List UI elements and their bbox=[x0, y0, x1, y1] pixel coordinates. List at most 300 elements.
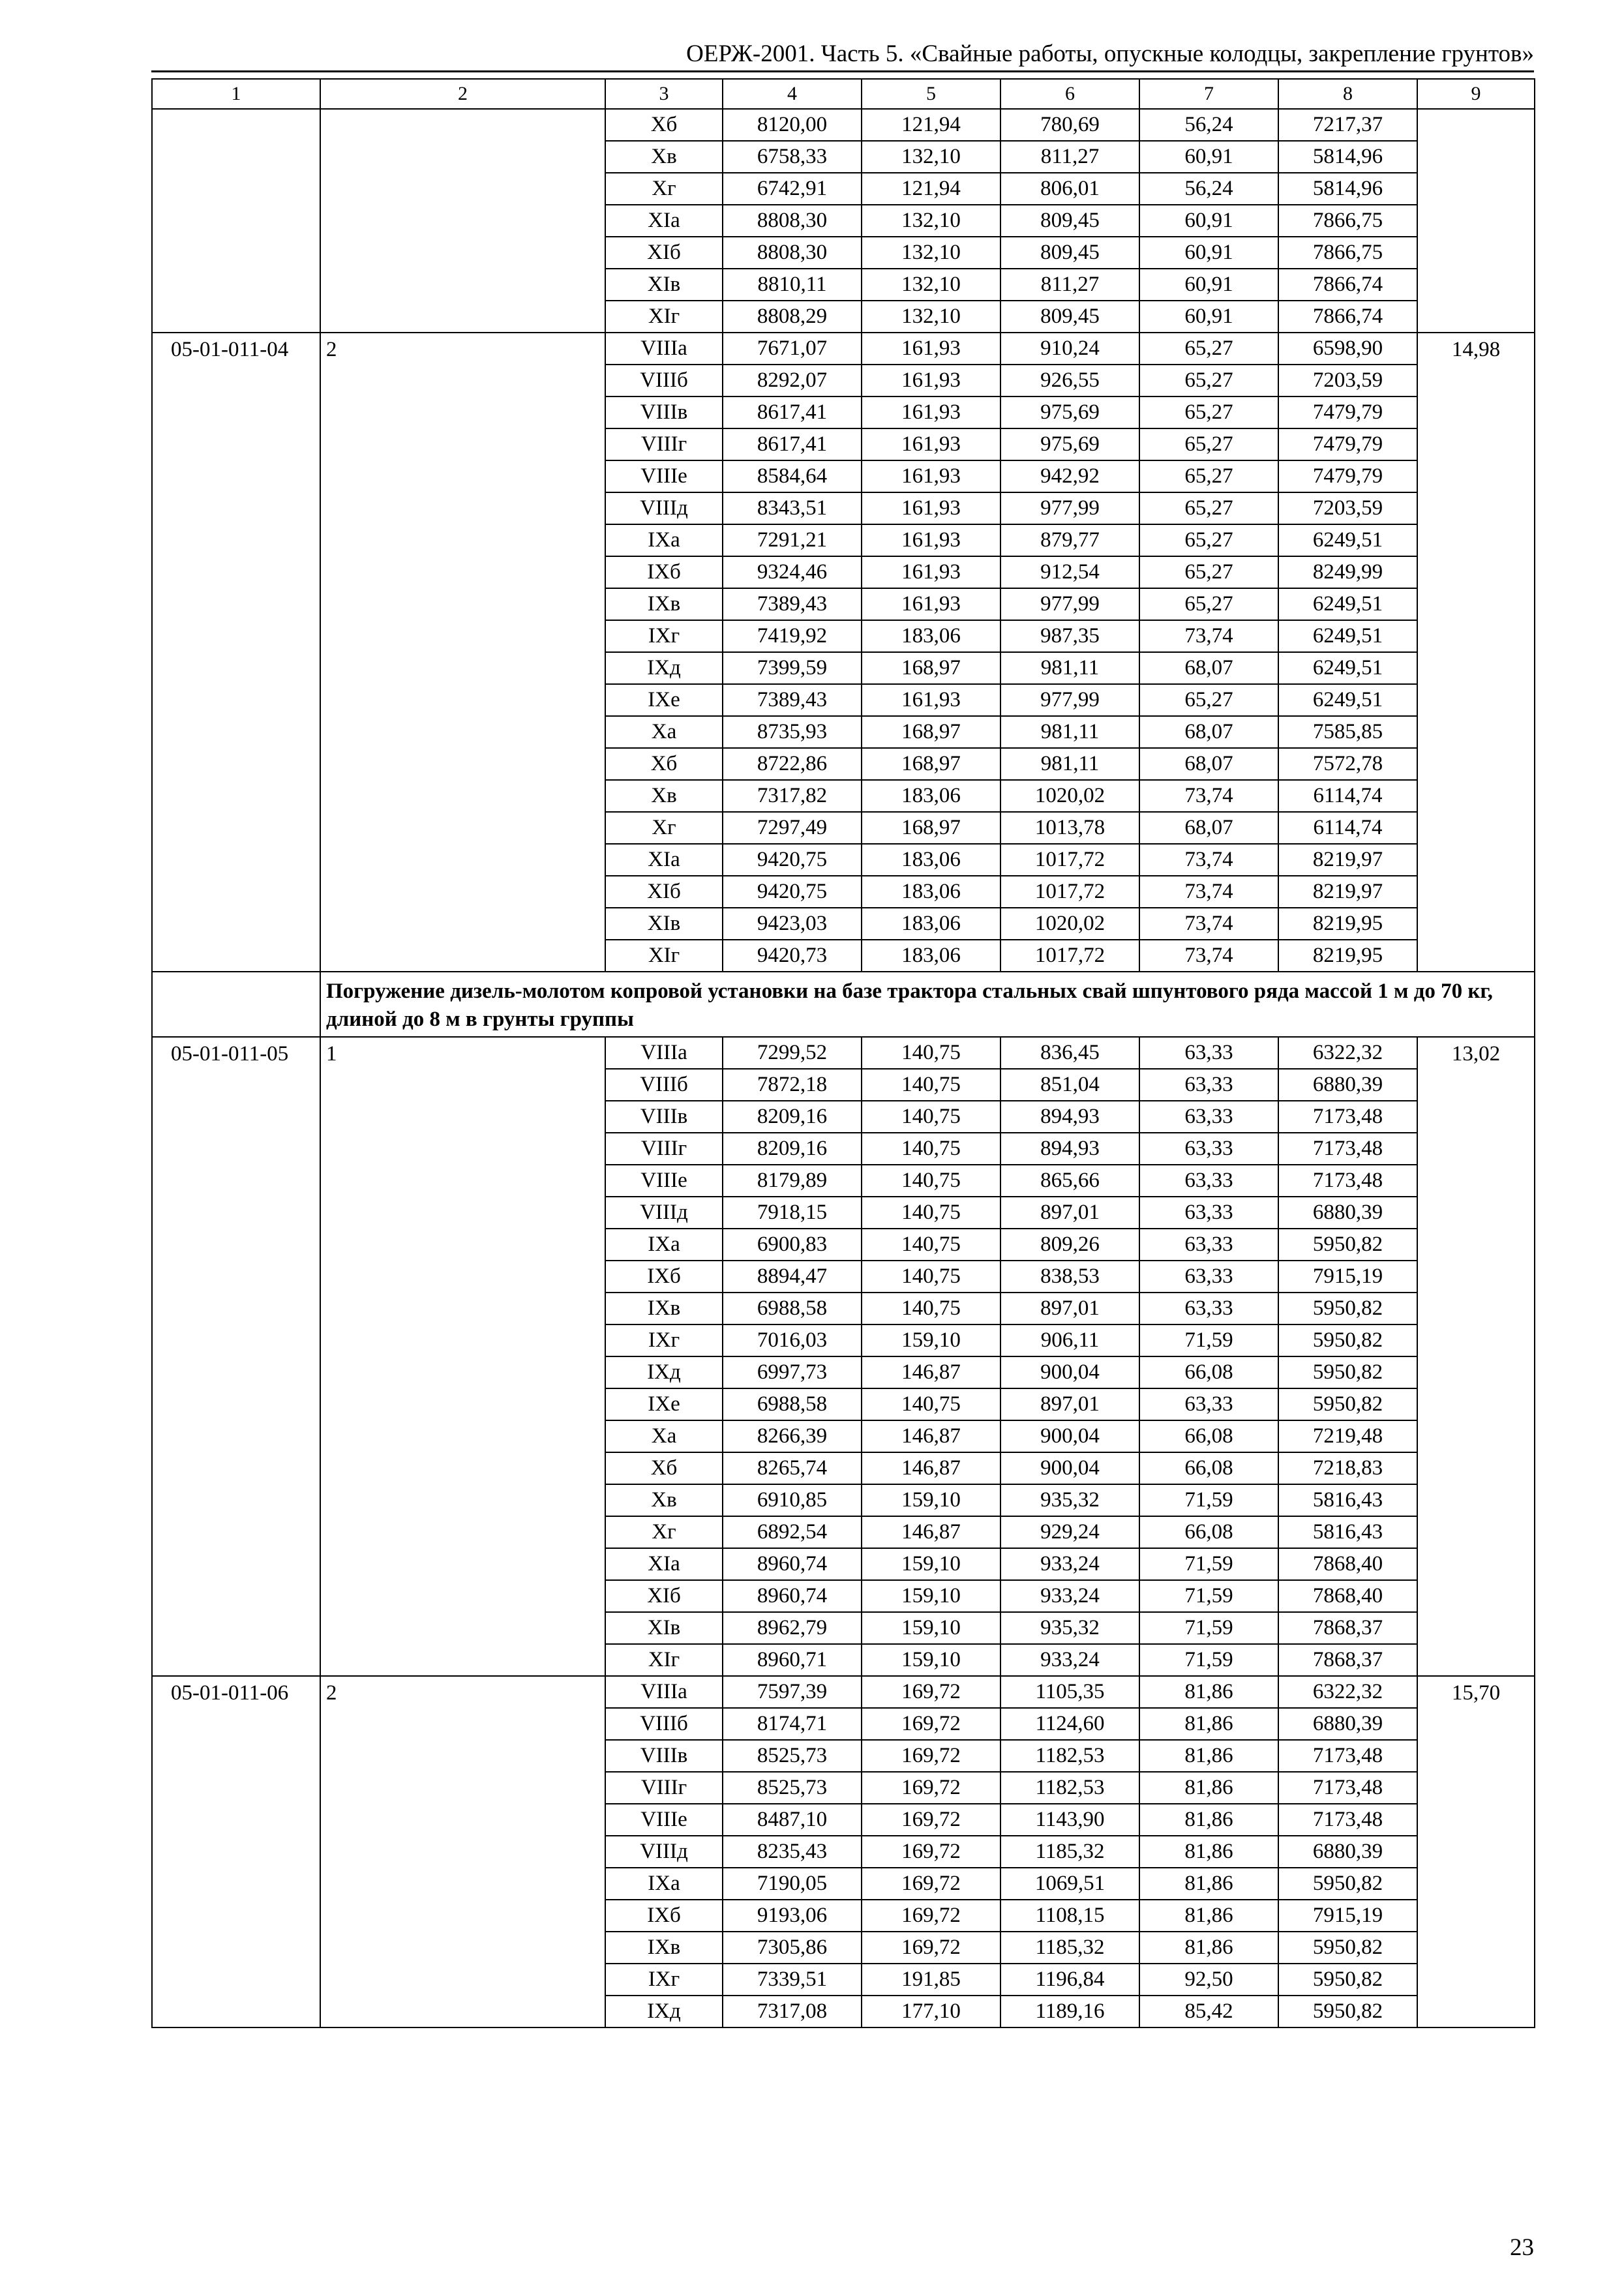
table-cell: 81,86 bbox=[1139, 1868, 1278, 1900]
table-cell: 81,86 bbox=[1139, 1836, 1278, 1868]
table-cell: 6910,85 bbox=[723, 1484, 862, 1516]
rate-code bbox=[152, 109, 320, 333]
table-cell: 65,27 bbox=[1139, 460, 1278, 492]
table-cell: 7915,19 bbox=[1278, 1900, 1417, 1932]
work-class: 2 bbox=[320, 1676, 605, 2027]
table-cell: 140,75 bbox=[862, 1165, 1000, 1197]
table-cell: 7173,48 bbox=[1278, 1804, 1417, 1836]
table-cell: 1182,53 bbox=[1000, 1772, 1139, 1804]
table-cell: 6880,39 bbox=[1278, 1708, 1417, 1740]
table-cell: 5950,82 bbox=[1278, 1868, 1417, 1900]
table-cell: 8617,41 bbox=[723, 396, 862, 428]
table-cell: 8810,11 bbox=[723, 269, 862, 301]
table-cell: 169,72 bbox=[862, 1772, 1000, 1804]
table-cell: 929,24 bbox=[1000, 1516, 1139, 1548]
table-cell: 121,94 bbox=[862, 173, 1000, 205]
column-number: 4 bbox=[723, 79, 862, 109]
table-cell: 159,10 bbox=[862, 1612, 1000, 1644]
table-cell: 71,59 bbox=[1139, 1644, 1278, 1676]
table-cell: 7291,21 bbox=[723, 524, 862, 556]
table-cell: 159,10 bbox=[862, 1580, 1000, 1612]
table-cell: 168,97 bbox=[862, 716, 1000, 748]
table-cell: 897,01 bbox=[1000, 1388, 1139, 1420]
table-cell: 73,74 bbox=[1139, 620, 1278, 652]
table-cell: XIа bbox=[605, 1548, 723, 1580]
table-cell: 5950,82 bbox=[1278, 1324, 1417, 1356]
table-cell: 73,74 bbox=[1139, 940, 1278, 972]
table-cell: 809,45 bbox=[1000, 205, 1139, 237]
table-cell: 146,87 bbox=[862, 1452, 1000, 1484]
table-cell: 66,08 bbox=[1139, 1452, 1278, 1484]
table-cell: 7218,83 bbox=[1278, 1452, 1417, 1484]
table-cell: VIIIг bbox=[605, 1772, 723, 1804]
table-cell: VIIIд bbox=[605, 1836, 723, 1868]
table-cell: 7479,79 bbox=[1278, 428, 1417, 460]
table-cell: IXг bbox=[605, 620, 723, 652]
section-title-row bbox=[152, 972, 1535, 1037]
table-cell: 933,24 bbox=[1000, 1580, 1139, 1612]
table-cell: VIIIб bbox=[605, 365, 723, 396]
table-cell: 5950,82 bbox=[1278, 1932, 1417, 1964]
table-cell: 8525,73 bbox=[723, 1772, 862, 1804]
table-cell: 5814,96 bbox=[1278, 141, 1417, 173]
rate-col9: 13,02 bbox=[1417, 1037, 1535, 1676]
table-cell: 65,27 bbox=[1139, 492, 1278, 524]
table-cell: 809,26 bbox=[1000, 1229, 1139, 1261]
table-cell: 161,93 bbox=[862, 365, 1000, 396]
page-header bbox=[151, 38, 1534, 72]
table-cell: 68,07 bbox=[1139, 812, 1278, 844]
table-cell: 161,93 bbox=[862, 396, 1000, 428]
table-cell: 65,27 bbox=[1139, 365, 1278, 396]
column-number: 9 bbox=[1417, 79, 1535, 109]
table-cell: 7872,18 bbox=[723, 1069, 862, 1101]
table-cell: 140,75 bbox=[862, 1197, 1000, 1229]
table-cell: 63,33 bbox=[1139, 1101, 1278, 1133]
header-title: ОЕРЖ-2001. Часть 5. «Свайные работы, опускные колодцы, закрепление грунтов» bbox=[686, 40, 1534, 67]
table-cell: 900,04 bbox=[1000, 1452, 1139, 1484]
table-cell: 8525,73 bbox=[723, 1740, 862, 1772]
table-cell: 132,10 bbox=[862, 141, 1000, 173]
table-cell: 8722,86 bbox=[723, 748, 862, 780]
table-cell: 811,27 bbox=[1000, 269, 1139, 301]
table-cell: 6598,90 bbox=[1278, 333, 1417, 365]
table-cell: 5950,82 bbox=[1278, 1356, 1417, 1388]
table-cell: 6997,73 bbox=[723, 1356, 862, 1388]
table-cell: IXб bbox=[605, 556, 723, 588]
table-cell: XIв bbox=[605, 1612, 723, 1644]
table-cell: 140,75 bbox=[862, 1293, 1000, 1324]
table-cell: 140,75 bbox=[862, 1101, 1000, 1133]
table-cell: 159,10 bbox=[862, 1644, 1000, 1676]
table-cell: 85,42 bbox=[1139, 1996, 1278, 2027]
rate-code: 05-01-011-06 bbox=[152, 1676, 320, 2027]
table-cell: 6249,51 bbox=[1278, 620, 1417, 652]
table-cell: 1017,72 bbox=[1000, 940, 1139, 972]
table-cell: 146,87 bbox=[862, 1420, 1000, 1452]
table-cell: 879,77 bbox=[1000, 524, 1139, 556]
table-cell: 7866,74 bbox=[1278, 269, 1417, 301]
table-cell: 169,72 bbox=[862, 1804, 1000, 1836]
table-cell: 981,11 bbox=[1000, 716, 1139, 748]
table-cell: 65,27 bbox=[1139, 333, 1278, 365]
table-cell: 81,86 bbox=[1139, 1900, 1278, 1932]
table-cell: 780,69 bbox=[1000, 109, 1139, 141]
table-cell: VIIIа bbox=[605, 333, 723, 365]
table-cell: 1013,78 bbox=[1000, 812, 1139, 844]
table-cell: VIIIа bbox=[605, 1037, 723, 1069]
table-cell: 7866,75 bbox=[1278, 237, 1417, 269]
table-cell: IXа bbox=[605, 524, 723, 556]
table-cell: 8960,71 bbox=[723, 1644, 862, 1676]
table-cell: 81,86 bbox=[1139, 1772, 1278, 1804]
column-number: 5 bbox=[862, 79, 1000, 109]
table-cell: IXб bbox=[605, 1261, 723, 1293]
table-cell: 1108,15 bbox=[1000, 1900, 1139, 1932]
table-cell: 9324,46 bbox=[723, 556, 862, 588]
table-cell: 8894,47 bbox=[723, 1261, 862, 1293]
table-cell: 7479,79 bbox=[1278, 460, 1417, 492]
table-cell: 906,11 bbox=[1000, 1324, 1139, 1356]
table-cell: VIIIб bbox=[605, 1069, 723, 1101]
table-cell: 1020,02 bbox=[1000, 908, 1139, 940]
table-cell: 7389,43 bbox=[723, 588, 862, 620]
table-cell: 6114,74 bbox=[1278, 812, 1417, 844]
column-number: 3 bbox=[605, 79, 723, 109]
table-cell: VIIIг bbox=[605, 1133, 723, 1165]
table-cell: 81,86 bbox=[1139, 1676, 1278, 1708]
table-cell: IXе bbox=[605, 684, 723, 716]
table-cell: 6758,33 bbox=[723, 141, 862, 173]
column-number-row bbox=[152, 79, 1535, 109]
table-cell: 935,32 bbox=[1000, 1484, 1139, 1516]
table-cell: 7918,15 bbox=[723, 1197, 862, 1229]
table-cell: 63,33 bbox=[1139, 1261, 1278, 1293]
table-cell: 9420,75 bbox=[723, 876, 862, 908]
table-cell: 8487,10 bbox=[723, 1804, 862, 1836]
work-class bbox=[320, 109, 605, 333]
table-cell: IXа bbox=[605, 1229, 723, 1261]
table-cell: VIIIв bbox=[605, 396, 723, 428]
table-cell: 65,27 bbox=[1139, 684, 1278, 716]
table-cell: 6900,83 bbox=[723, 1229, 862, 1261]
table-cell: 140,75 bbox=[862, 1133, 1000, 1165]
table-cell: 169,72 bbox=[862, 1836, 1000, 1868]
table-row bbox=[152, 1037, 1535, 1069]
table-cell: 6114,74 bbox=[1278, 780, 1417, 812]
table-cell: 7479,79 bbox=[1278, 396, 1417, 428]
table-cell: 161,93 bbox=[862, 333, 1000, 365]
table-cell: Xг bbox=[605, 173, 723, 205]
table-cell: 66,08 bbox=[1139, 1516, 1278, 1548]
table-cell: 71,59 bbox=[1139, 1484, 1278, 1516]
table-cell: XIа bbox=[605, 844, 723, 876]
table-cell: 8584,64 bbox=[723, 460, 862, 492]
table-cell: 7399,59 bbox=[723, 652, 862, 684]
table-cell: 60,91 bbox=[1139, 205, 1278, 237]
table-cell: 809,45 bbox=[1000, 237, 1139, 269]
table-cell: 161,93 bbox=[862, 460, 1000, 492]
rate-col9: 14,98 bbox=[1417, 333, 1535, 972]
table-row bbox=[152, 333, 1535, 365]
table-cell: 169,72 bbox=[862, 1708, 1000, 1740]
table-cell: 897,01 bbox=[1000, 1197, 1139, 1229]
table-cell: 183,06 bbox=[862, 620, 1000, 652]
table-cell: Xг bbox=[605, 1516, 723, 1548]
table-cell: 68,07 bbox=[1139, 748, 1278, 780]
table-cell: 161,93 bbox=[862, 428, 1000, 460]
table-cell: 1185,32 bbox=[1000, 1836, 1139, 1868]
table-cell: 161,93 bbox=[862, 556, 1000, 588]
table-cell: VIIIе bbox=[605, 460, 723, 492]
table-cell: 1069,51 bbox=[1000, 1868, 1139, 1900]
table-cell: 7173,48 bbox=[1278, 1772, 1417, 1804]
table-cell: 9423,03 bbox=[723, 908, 862, 940]
table-row bbox=[152, 1676, 1535, 1708]
table-cell: 183,06 bbox=[862, 940, 1000, 972]
table-cell: 56,24 bbox=[1139, 109, 1278, 141]
table-cell: 7868,37 bbox=[1278, 1644, 1417, 1676]
table-cell: VIIIе bbox=[605, 1804, 723, 1836]
table-cell: 68,07 bbox=[1139, 652, 1278, 684]
column-number: 2 bbox=[320, 79, 605, 109]
table-cell: 73,74 bbox=[1139, 876, 1278, 908]
table-cell: 5950,82 bbox=[1278, 1996, 1417, 2027]
table-cell: IXв bbox=[605, 1932, 723, 1964]
table-cell: 169,72 bbox=[862, 1900, 1000, 1932]
table-cell: 9193,06 bbox=[723, 1900, 862, 1932]
table-cell: 975,69 bbox=[1000, 428, 1139, 460]
table-cell: 183,06 bbox=[862, 844, 1000, 876]
table-cell: 6249,51 bbox=[1278, 684, 1417, 716]
table-cell: 7297,49 bbox=[723, 812, 862, 844]
table-cell: 6322,32 bbox=[1278, 1676, 1417, 1708]
table-row bbox=[152, 109, 1535, 141]
table-cell: 65,27 bbox=[1139, 428, 1278, 460]
table-cell: 63,33 bbox=[1139, 1229, 1278, 1261]
table-cell: 140,75 bbox=[862, 1261, 1000, 1293]
table-cell: 7585,85 bbox=[1278, 716, 1417, 748]
table-cell: 9420,75 bbox=[723, 844, 862, 876]
table-cell: 6892,54 bbox=[723, 1516, 862, 1548]
table-cell: VIIIа bbox=[605, 1676, 723, 1708]
table-cell: 8174,71 bbox=[723, 1708, 862, 1740]
table-cell: 7016,03 bbox=[723, 1324, 862, 1356]
table-cell: 159,10 bbox=[862, 1548, 1000, 1580]
table-cell: 7868,37 bbox=[1278, 1612, 1417, 1644]
table-cell: 8219,95 bbox=[1278, 940, 1417, 972]
table-cell: 8249,99 bbox=[1278, 556, 1417, 588]
table-cell: VIIIе bbox=[605, 1165, 723, 1197]
table-cell: IXд bbox=[605, 1356, 723, 1388]
column-number: 7 bbox=[1139, 79, 1278, 109]
table-cell: 5950,82 bbox=[1278, 1964, 1417, 1996]
table-cell: 8209,16 bbox=[723, 1101, 862, 1133]
table-cell: 73,74 bbox=[1139, 908, 1278, 940]
table-cell: 7868,40 bbox=[1278, 1580, 1417, 1612]
table-cell: 132,10 bbox=[862, 237, 1000, 269]
table-cell: IXг bbox=[605, 1964, 723, 1996]
table-cell: 806,01 bbox=[1000, 173, 1139, 205]
table-cell: 60,91 bbox=[1139, 237, 1278, 269]
table-cell: VIIIб bbox=[605, 1708, 723, 1740]
rate-code: 05-01-011-04 bbox=[152, 333, 320, 972]
table-cell: Xа bbox=[605, 1420, 723, 1452]
table-cell: 7173,48 bbox=[1278, 1133, 1417, 1165]
table-cell: IXа bbox=[605, 1868, 723, 1900]
table-cell: 159,10 bbox=[862, 1484, 1000, 1516]
rates-table-body bbox=[152, 79, 1535, 2027]
table-cell: 81,86 bbox=[1139, 1740, 1278, 1772]
table-cell: 161,93 bbox=[862, 684, 1000, 716]
table-cell: 65,27 bbox=[1139, 396, 1278, 428]
table-cell: 63,33 bbox=[1139, 1293, 1278, 1324]
table-cell: IXв bbox=[605, 588, 723, 620]
table-cell: 8617,41 bbox=[723, 428, 862, 460]
table-cell: 5950,82 bbox=[1278, 1293, 1417, 1324]
table-cell: 68,07 bbox=[1139, 716, 1278, 748]
column-number: 8 bbox=[1278, 79, 1417, 109]
table-cell: 1143,90 bbox=[1000, 1804, 1139, 1836]
table-cell: 7173,48 bbox=[1278, 1740, 1417, 1772]
table-cell: 8343,51 bbox=[723, 492, 862, 524]
table-cell: Xб bbox=[605, 748, 723, 780]
table-cell: VIIIг bbox=[605, 428, 723, 460]
table-cell: 7866,75 bbox=[1278, 205, 1417, 237]
table-cell: 1105,35 bbox=[1000, 1676, 1139, 1708]
column-number: 6 bbox=[1000, 79, 1139, 109]
table-cell: IXб bbox=[605, 1900, 723, 1932]
table-cell: 7389,43 bbox=[723, 684, 862, 716]
section-title-blank bbox=[152, 972, 320, 1037]
table-cell: 8960,74 bbox=[723, 1548, 862, 1580]
table-cell: 8292,07 bbox=[723, 365, 862, 396]
table-cell: 981,11 bbox=[1000, 652, 1139, 684]
table-cell: IXд bbox=[605, 652, 723, 684]
table-cell: 977,99 bbox=[1000, 684, 1139, 716]
table-cell: 5816,43 bbox=[1278, 1516, 1417, 1548]
work-class: 1 bbox=[320, 1037, 605, 1676]
table-cell: 1020,02 bbox=[1000, 780, 1139, 812]
table-cell: IXг bbox=[605, 1324, 723, 1356]
table-cell: 933,24 bbox=[1000, 1548, 1139, 1580]
table-cell: 1017,72 bbox=[1000, 876, 1139, 908]
table-cell: 838,53 bbox=[1000, 1261, 1139, 1293]
table-cell: 851,04 bbox=[1000, 1069, 1139, 1101]
table-cell: 6249,51 bbox=[1278, 524, 1417, 556]
table-cell: 60,91 bbox=[1139, 301, 1278, 333]
table-cell: 63,33 bbox=[1139, 1197, 1278, 1229]
table-cell: 900,04 bbox=[1000, 1420, 1139, 1452]
table-cell: XIг bbox=[605, 301, 723, 333]
table-cell: Xв bbox=[605, 141, 723, 173]
table-cell: 8179,89 bbox=[723, 1165, 862, 1197]
table-cell: 169,72 bbox=[862, 1676, 1000, 1708]
table-cell: 7299,52 bbox=[723, 1037, 862, 1069]
table-cell: 987,35 bbox=[1000, 620, 1139, 652]
table-cell: 63,33 bbox=[1139, 1037, 1278, 1069]
table-cell: 7317,08 bbox=[723, 1996, 862, 2027]
table-cell: VIIIв bbox=[605, 1740, 723, 1772]
table-cell: 63,33 bbox=[1139, 1133, 1278, 1165]
table-cell: 8808,30 bbox=[723, 205, 862, 237]
table-cell: 121,94 bbox=[862, 109, 1000, 141]
table-cell: Xа bbox=[605, 716, 723, 748]
table-cell: 933,24 bbox=[1000, 1644, 1139, 1676]
table-cell: 897,01 bbox=[1000, 1293, 1139, 1324]
table-cell: 7203,59 bbox=[1278, 365, 1417, 396]
table-cell: XIб bbox=[605, 876, 723, 908]
table-cell: 81,86 bbox=[1139, 1804, 1278, 1836]
table-cell: 7868,40 bbox=[1278, 1548, 1417, 1580]
table-cell: VIIIд bbox=[605, 492, 723, 524]
table-cell: 73,74 bbox=[1139, 844, 1278, 876]
table-cell: 8235,43 bbox=[723, 1836, 862, 1868]
table-cell: XIб bbox=[605, 1580, 723, 1612]
table-cell: 159,10 bbox=[862, 1324, 1000, 1356]
table-cell: 140,75 bbox=[862, 1388, 1000, 1420]
table-cell: 1124,60 bbox=[1000, 1708, 1139, 1740]
table-cell: 8266,39 bbox=[723, 1420, 862, 1452]
table-cell: 981,11 bbox=[1000, 748, 1139, 780]
table-cell: 63,33 bbox=[1139, 1165, 1278, 1197]
table-cell: 8808,29 bbox=[723, 301, 862, 333]
table-cell: 811,27 bbox=[1000, 141, 1139, 173]
table-cell: 7219,48 bbox=[1278, 1420, 1417, 1452]
table-cell: 6742,91 bbox=[723, 173, 862, 205]
table-cell: 894,93 bbox=[1000, 1133, 1139, 1165]
table-cell: 56,24 bbox=[1139, 173, 1278, 205]
table-cell: 8120,00 bbox=[723, 109, 862, 141]
section-title: Погружение дизель-молотом копровой установки на базе трактора стальных свай шпунтового ряда массой 1 м до 70 кг, длиной до 8 м в грунты группы bbox=[320, 972, 1535, 1037]
table-cell: VIIIв bbox=[605, 1101, 723, 1133]
page-number: 23 bbox=[1510, 2234, 1534, 2261]
table-cell: Xв bbox=[605, 780, 723, 812]
table-cell: 8960,74 bbox=[723, 1580, 862, 1612]
table-cell: 7597,39 bbox=[723, 1676, 862, 1708]
table-cell: 6249,51 bbox=[1278, 588, 1417, 620]
work-class: 2 bbox=[320, 333, 605, 972]
table-cell: IXе bbox=[605, 1388, 723, 1420]
table-cell: 191,85 bbox=[862, 1964, 1000, 1996]
table-cell: 65,27 bbox=[1139, 524, 1278, 556]
table-cell: 7173,48 bbox=[1278, 1101, 1417, 1133]
table-cell: 7915,19 bbox=[1278, 1261, 1417, 1293]
table-cell: 169,72 bbox=[862, 1868, 1000, 1900]
table-cell: 168,97 bbox=[862, 812, 1000, 844]
table-cell: 8209,16 bbox=[723, 1133, 862, 1165]
table-cell: 7671,07 bbox=[723, 333, 862, 365]
table-cell: 66,08 bbox=[1139, 1356, 1278, 1388]
table-cell: 71,59 bbox=[1139, 1548, 1278, 1580]
table-cell: 65,27 bbox=[1139, 588, 1278, 620]
table-cell: 8219,97 bbox=[1278, 876, 1417, 908]
table-cell: 63,33 bbox=[1139, 1069, 1278, 1101]
table-cell: 183,06 bbox=[862, 876, 1000, 908]
table-cell: 8265,74 bbox=[723, 1452, 862, 1484]
table-cell: XIб bbox=[605, 237, 723, 269]
table-cell: Xб bbox=[605, 1452, 723, 1484]
table-cell: 977,99 bbox=[1000, 492, 1139, 524]
table-cell: 161,93 bbox=[862, 492, 1000, 524]
table-cell: 5950,82 bbox=[1278, 1388, 1417, 1420]
table-cell: 63,33 bbox=[1139, 1388, 1278, 1420]
table-cell: 161,93 bbox=[862, 588, 1000, 620]
table-cell: 71,59 bbox=[1139, 1324, 1278, 1356]
table-cell: XIг bbox=[605, 1644, 723, 1676]
table-cell: 7203,59 bbox=[1278, 492, 1417, 524]
table-cell: 140,75 bbox=[862, 1069, 1000, 1101]
